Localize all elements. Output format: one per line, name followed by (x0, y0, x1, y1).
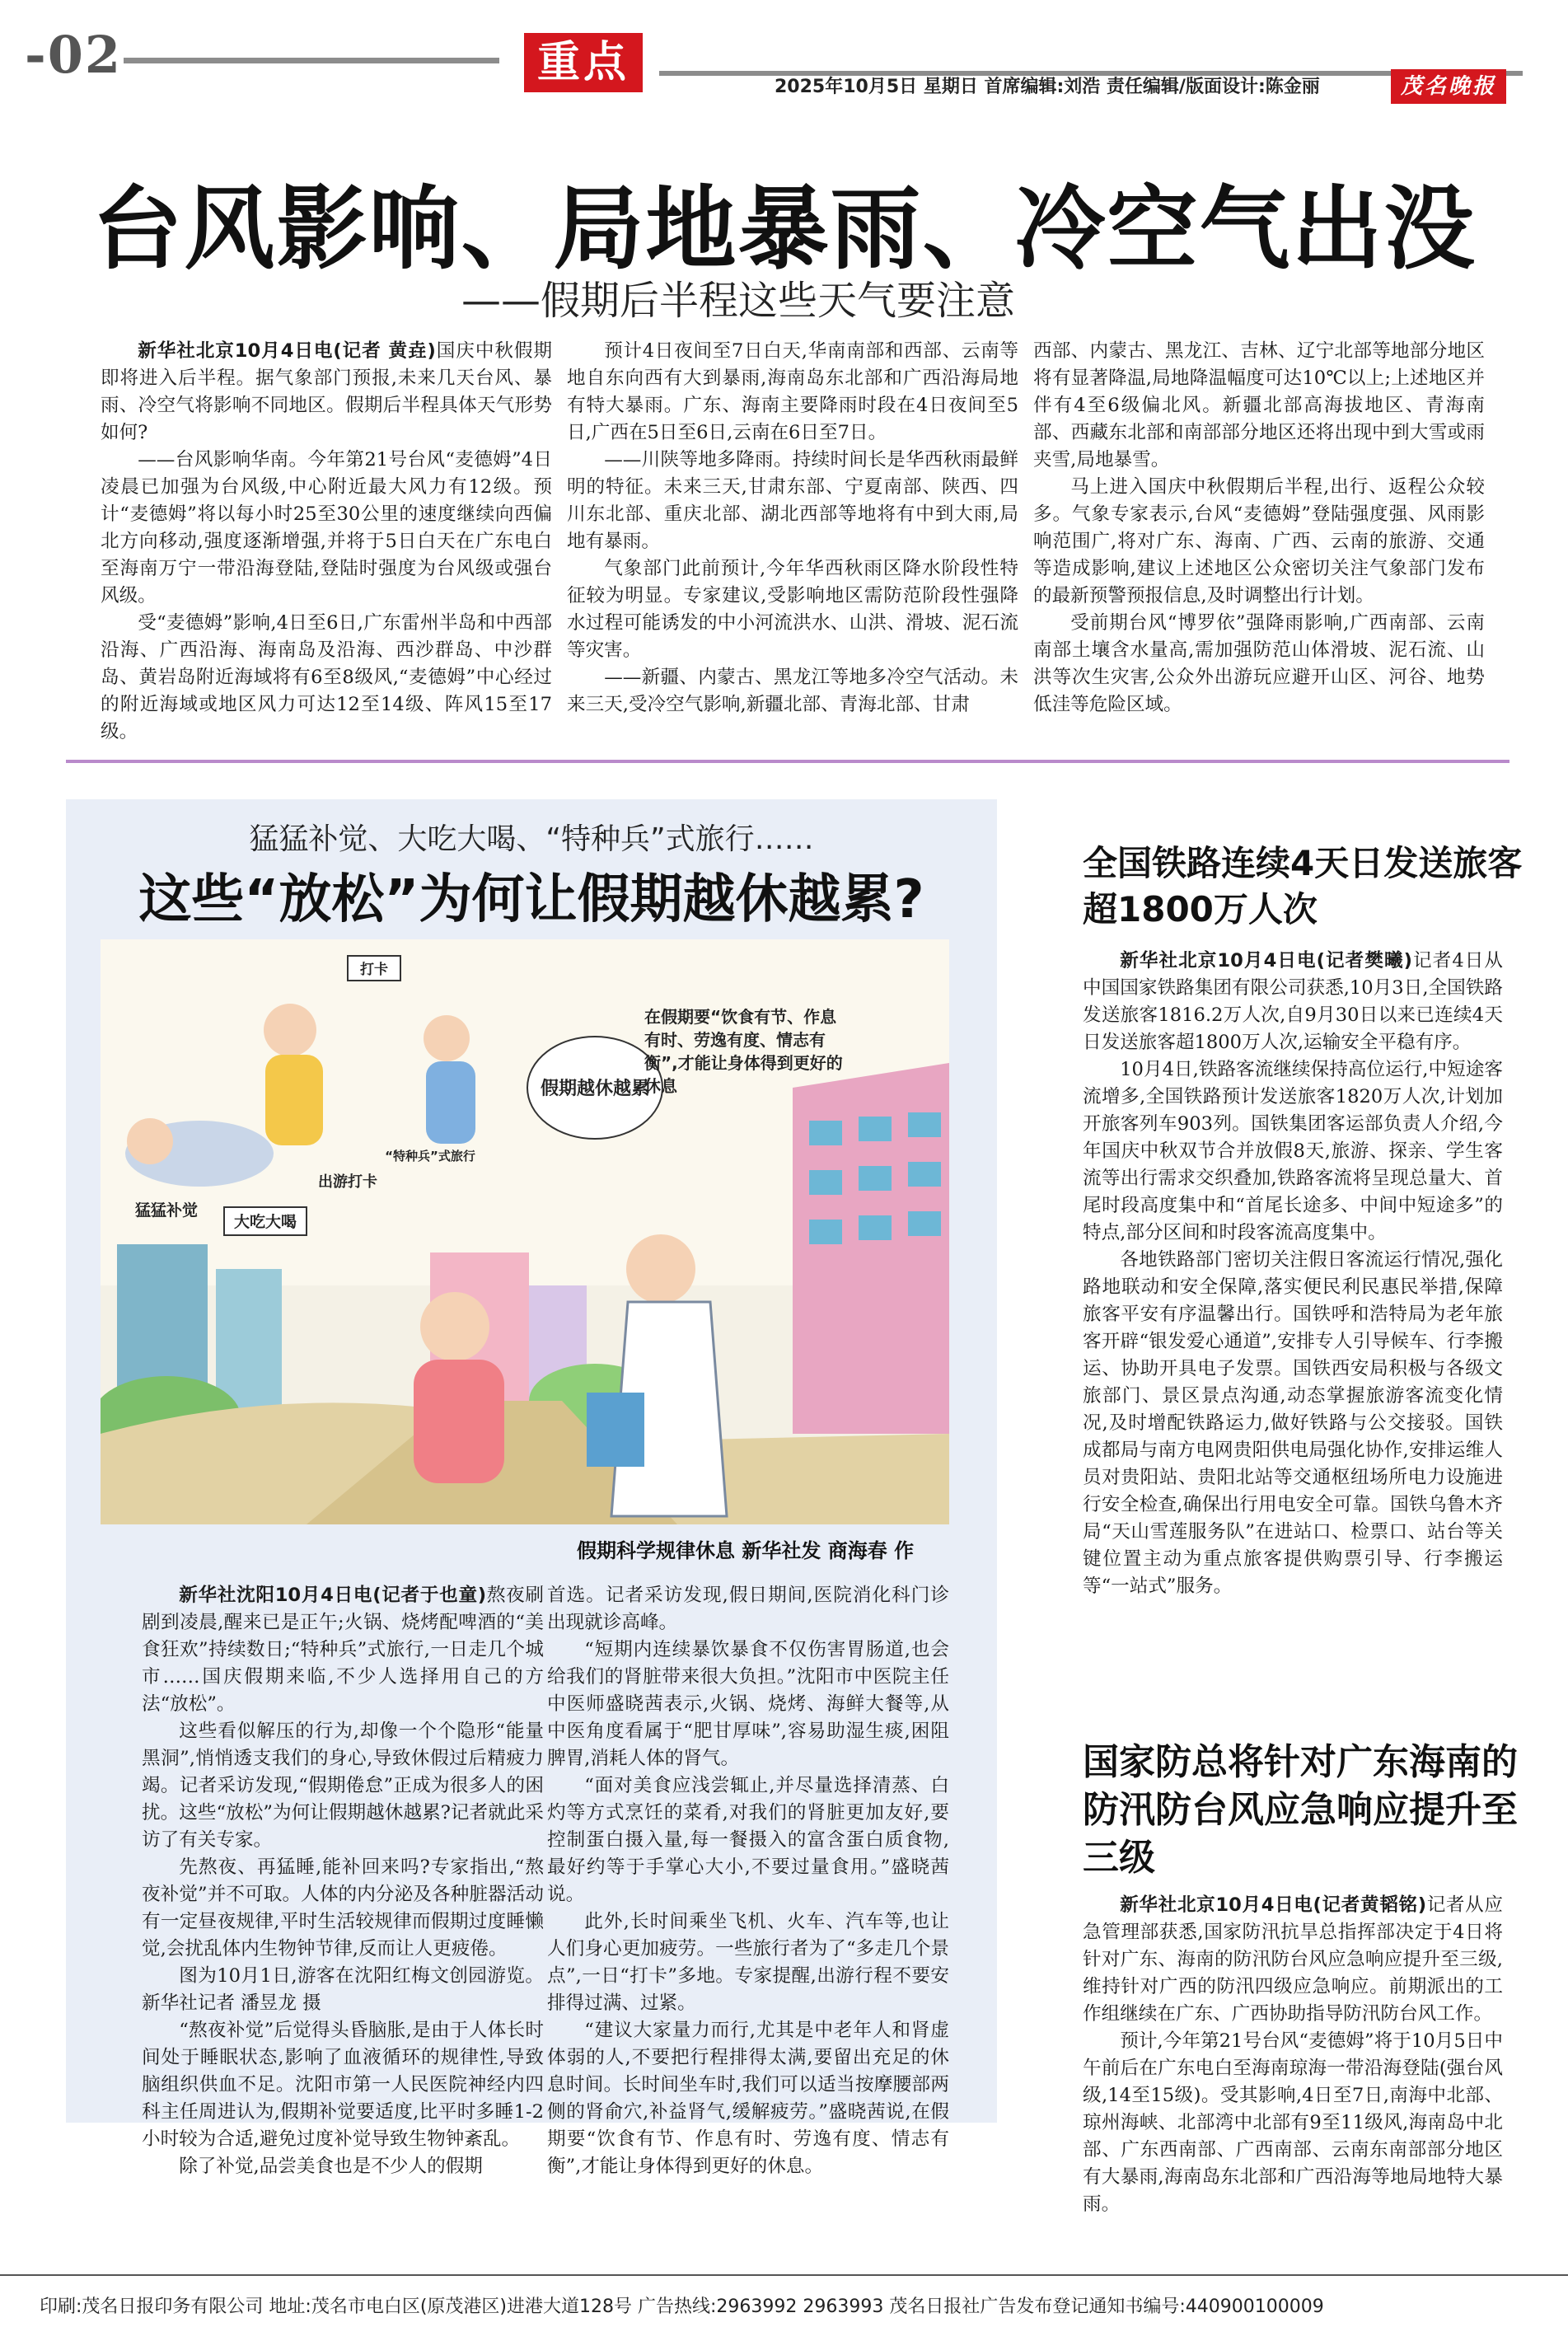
building-icon (216, 1269, 282, 1409)
label-special-forces-travel: “特种兵”式旅行 (385, 1149, 475, 1164)
label-sleep: 猛猛补觉 (134, 1201, 199, 1220)
article-paragraph: 预计4日夜间至7日白天,华南南部和西部、云南等地自东向西有大到暴雨,海南岛东北部和广西沿海局地有特大暴雨。广东、海南主要降雨时段在4日夜间至5日,广西在5日至6日,云南在6日至7日。 (567, 340, 1018, 443)
section-label: 重点 (524, 33, 643, 92)
article-paragraph: 新华社沈阳10月4日电(记者于也童)熬夜刷剧到凌晨,醒来已是正午;火锅、烧烤配啤酒的“美食狂欢”持续数日;“特种兵”式旅行,一日走几个城市……国庆假期来临,不少人选择用自己的方法“放松”。 (142, 1585, 544, 1715)
article-paragraph: “短期内连续暴饮暴食不仅伤害胃肠道,也会给我们的肾脏带来很大负担。”沈阳市中医院主任中医师盛晓茜表示,火锅、烧烤、海鲜大餐等,从中医角度看属于“肥甘厚味”,容易助湿生痰,困阻脾胃,消耗人体的肾气。 (547, 1639, 949, 1769)
main-subheadline: ——假期后半程这些天气要注意 (461, 278, 1016, 324)
article-paragraph: 各地铁路部门密切关注假日客流运行情况,强化路地联动和安全保障,落实便民利民惠民举措,保障旅客平安有序温馨出行。国铁呼和浩特局为老年旅客开辟“银发爱心通道”,安排专人引导候车、行李搬运、协助开具电子发票。国铁西安局积极与各级文旅部门、景区景点沟通,动态掌握旅游客流变化情况,及时增配铁路运力,做好铁路与公交接驳。国铁成都局与南方电网贵阳供电局强化协作,安排运维人员对贵阳站、贵阳北站等交通枢纽场所电力设施进行安全检查,确保出行用电安全可靠。国铁乌鲁木齐局“天山雪莲服务队”在进站口、检票口、站台等关键位置主动为重点旅客提供购票引导、行李搬运等“一站式”服务。 (1083, 1249, 1503, 1597)
footer-imprint: 印刷:茂名日报印务有限公司 地址:茂名市电白区(原茂港区)进港大道128号 广告热线:2963992 2963993 茂名日报社广告发布登记通知书编号:440900100009 (40, 2297, 1324, 2317)
article-column (547, 1582, 949, 2180)
article-paragraph: 新华社北京10月4日电(记者黄韬铭)记者从应急管理部获悉,国家防汛抗旱总指挥部决定于4日将针对广东、海南的防汛防台风应急响应提升至三级,维持针对广西的防汛四级应急响应。前期派出的工作组继续在广东、广西协助指导防汛防台风工作。 (1083, 1894, 1503, 2025)
header-rule (124, 58, 499, 63)
illustration-caption: 假期科学规律休息 新华社发 商海春 作 (577, 1539, 915, 1562)
folder-icon (587, 1393, 644, 1467)
page-number: -02 (25, 25, 123, 85)
article-paragraph: “建议大家量力而行,尤其是中老年人和肾虚体弱的人,不要把行程排得太满,要留出充足的休息时间。长时间坐车时,我们可以适当按摩腰部两侧的肾俞穴,补益肾气,缓解疲劳。”盛晓茜说,在假期要“饮食有节、作息有时、劳逸有度、情志有衡”,才能让身体得到更好的休息。 (547, 2020, 949, 2177)
label-eat: 大吃大喝 (233, 1213, 297, 1231)
eating-person-figure (264, 1004, 316, 1056)
article-paragraph: “熬夜补觉”后觉得头昏脑胀,是由于人体长时间处于睡眠状态,影响了血液循环的规律性,导致脑组织供血不足。沈阳市第一人民医院神经内四科主任周进认为,假期补觉要适度,比平时多睡1-2小时较为合适,避免过度补觉导致生物钟紊乱。 (142, 2020, 544, 2150)
article-column (101, 338, 552, 746)
issue-info: 2025年10月5日 星期日 首席编辑:刘浩 责任编辑/版面设计:陈金丽 (775, 77, 1320, 97)
dateline: 新华社北京10月4日电(记者 黄垚) (138, 340, 436, 362)
article-column (1083, 1892, 1503, 2218)
article-paragraph: 这些看似解压的行为,却像一个个隐形“能量黑洞”,悄悄透支我们的身心,导致休假过后精疲力竭。记者采访发现,“假期倦怠”正成为很多人的困扰。这些“放松”为何让假期越休越累?记者就此采访了有关专家。 (142, 1721, 544, 1851)
article-paragraph: ——新疆、内蒙古、黑龙江等地多冷空气活动。未来三天,受冷空气影响,新疆北部、青海北部、甘肃 (567, 667, 1018, 715)
photo-caption: 图为10月1日,游客在沈阳红梅文创园游览。新华社记者 潘昱龙 摄 (142, 1965, 544, 2014)
article-paragraph: 马上进入国庆中秋假期后半程,出行、返程公众较多。气象专家表示,台风“麦德姆”登陆强度强、风雨影响范围广,将对广东、海南、广西、云南的旅游、交通等造成影响,建议上述地区公众密切关注气象部门发布的最新预警预报信息,及时调整出行计划。 (1033, 476, 1485, 606)
article-paragraph: 气象部门此前预计,今年华西秋雨区降水阶段性特征较为明显。专家建议,受影响地区需防范阶段性强降水过程可能诱发的中小河流洪水、山洪、滑坡、泥石流等灾害。 (567, 558, 1018, 661)
dateline: 新华社北京10月4日电(记者黄韬铭) (1120, 1894, 1427, 1916)
article-column (567, 338, 1018, 719)
article-paragraph: ——川陕等地多降雨。持续时间长是华西秋雨最鲜明的特征。未来三天,甘肃东部、宁夏南部、陕西、四川东北部、重庆北部、湖北西部等地将有中到大雨,局地有暴雨。 (567, 449, 1018, 552)
article-column (1033, 338, 1485, 719)
label-selfie-checkin: 打卡 (360, 962, 388, 978)
article-paragraph: 西部、内蒙古、黑龙江、吉林、辽宁北部等地部分地区将有显著降温,局地降温幅度可达10℃以上;上述地区并伴有4至6级偏北风。新疆北部高海拔地区、青海南部、西藏东北部和南部部分地区还将出现中到大雪或雨夹雪,局地暴雪。 (1033, 340, 1485, 471)
article-paragraph: 受“麦德姆”影响,4日至6日,广东雷州半岛和中西部沿海、广西沿海、海南岛及沿海、西沙群岛、中沙群岛、黄岩岛附近海域将有6至8级风,“麦德姆”中心经过的附近海域或地区风力可达12至14级、阵风15至17级。 (101, 612, 552, 742)
article-paragraph: 除了补觉,品尝美食也是不少人的假期 (179, 2156, 483, 2177)
article-paragraph: 此外,长时间乘坐飞机、火车、汽车等,也让人们身心更加疲劳。一些旅行者为了“多走几个景点”,一日“打卡”多地。专家提醒,出游行程不要安排得过满、过紧。 (547, 1911, 949, 2014)
article-paragraph: 10月4日,铁路客流继续保持高位运行,中短途客流增多,全国铁路预计发送旅客1820万人次,计划加开旅客列车903列。国铁集团客运部负责人介绍,今年国庆中秋双节合并放假8天,旅游、探亲、学生客流等出行需求交织叠加,铁路客流将呈现总量大、首尾时段高度集中和“首尾长途多、中间中短途多”的特点,部分区间和时段客流高度集中。 (1083, 1059, 1503, 1243)
footer-rule (0, 2274, 1568, 2276)
label-travel-checkin: 出游打卡 (318, 1173, 377, 1191)
dateline: 新华社北京10月4日电(记者樊曦) (1120, 950, 1412, 972)
article-paragraph: 新华社北京10月4日电(记者 黄垚)国庆中秋假期即将进入后半程。据气象部门预报,未来几天台风、暴雨、冷空气将影响不同地区。假期后半程具体天气形势如何? (101, 340, 552, 443)
bubble-text: 假期越休越累 (540, 1079, 650, 1099)
tired-person-figure (420, 1292, 489, 1361)
doctor-advice: 在假期要“饮食有节、作息有时、劳逸有度、情志有衡”,才能让身体得到更好的休息 (644, 1007, 843, 1096)
article-paragraph: “面对美食应浅尝辄止,并尽量选择清蒸、白灼等方式烹饪的菜肴,对我们的肾脏更加友好,要控制蛋白摄入量,每一餐摄入的富含蛋白质食物,最好约等于手掌心大小,不要过量食用。”盛晓茜说。 (547, 1775, 949, 1905)
article-column (142, 1582, 544, 2180)
section-divider (66, 760, 1509, 763)
newspaper-logo: 茂名晚报 (1391, 69, 1506, 104)
article-paragraph: 首选。记者采访发现,假日期间,医院消化科门诊出现就诊高峰。 (547, 1585, 949, 1633)
article-paragraph: 预计,今年第21号台风“麦德姆”将于10月5日中午前后在广东电白至海南琼海一带沿海登陆(强台风级,14至15级)。受其影响,4日至7日,南海中北部、琼州海峡、北部湾中北部有9至11级风,海南岛中北部、广东西南部、广西南部、云南东南部部分地区有大暴雨,海南岛东北部和广西沿海等地局地特大暴雨。 (1083, 2030, 1503, 2215)
article-paragraph: 受前期台风“博罗依”强降雨影响,广西南部、云南南部土壤含水量高,需加强防范山体滑坡、泥石流、山洪等次生灾害,公众外出游玩应避开山区、河谷、地势低洼等危险区域。 (1033, 612, 1485, 715)
feature-headline: 这些“放松”为何让假期越休越累? (138, 869, 924, 930)
article-paragraph: 先熬夜、再猛睡,能补回来吗?专家指出,“熬夜补觉”并不可取。人体的内分泌及各种脏器活动有一定昼夜规律,平时生活较规律而假期过度睡懒觉,会扰乱体内生物钟节律,反而让人更疲倦。 (142, 1856, 544, 1959)
flood-story-headline: 国家防总将针对广东海南的防汛防台风应急响应提升至三级 (1083, 1741, 1518, 1879)
dateline: 新华社沈阳10月4日电(记者于也童) (179, 1585, 487, 1606)
article-paragraph: 新华社北京10月4日电(记者樊曦)记者4日从中国国家铁路集团有限公司获悉,10月3日,全国铁路发送旅客1816.2万人次,自9月30日以来已连续4天日发送旅客超1800万人次,运输安全平稳有序。 (1083, 950, 1503, 1053)
rail-story-headline: 全国铁路连续4天日发送旅客超1800万人次 (1083, 843, 1523, 929)
feature-kicker: 猛猛补觉、大吃大喝、“特种兵”式旅行…… (249, 822, 814, 856)
cartoon-illustration (101, 939, 949, 1524)
main-headline: 台风影响、局地暴雨、冷空气出没 (91, 176, 1477, 282)
article-column (1083, 948, 1503, 1600)
doctor-figure (626, 1234, 695, 1304)
article-paragraph: ——台风影响华南。今年第21号台风“麦德姆”4日凌晨已加强为台风级,中心附近最大风力有12级。预计“麦德姆”将以每小时25至30公里的速度继续向西偏北方向移动,强度逐渐增强,并将于5日白天在广东电白至海南万宁一带沿海登陆,登陆时强度为台风级或强台风级。 (101, 449, 552, 606)
traveler-figure (424, 1015, 470, 1061)
